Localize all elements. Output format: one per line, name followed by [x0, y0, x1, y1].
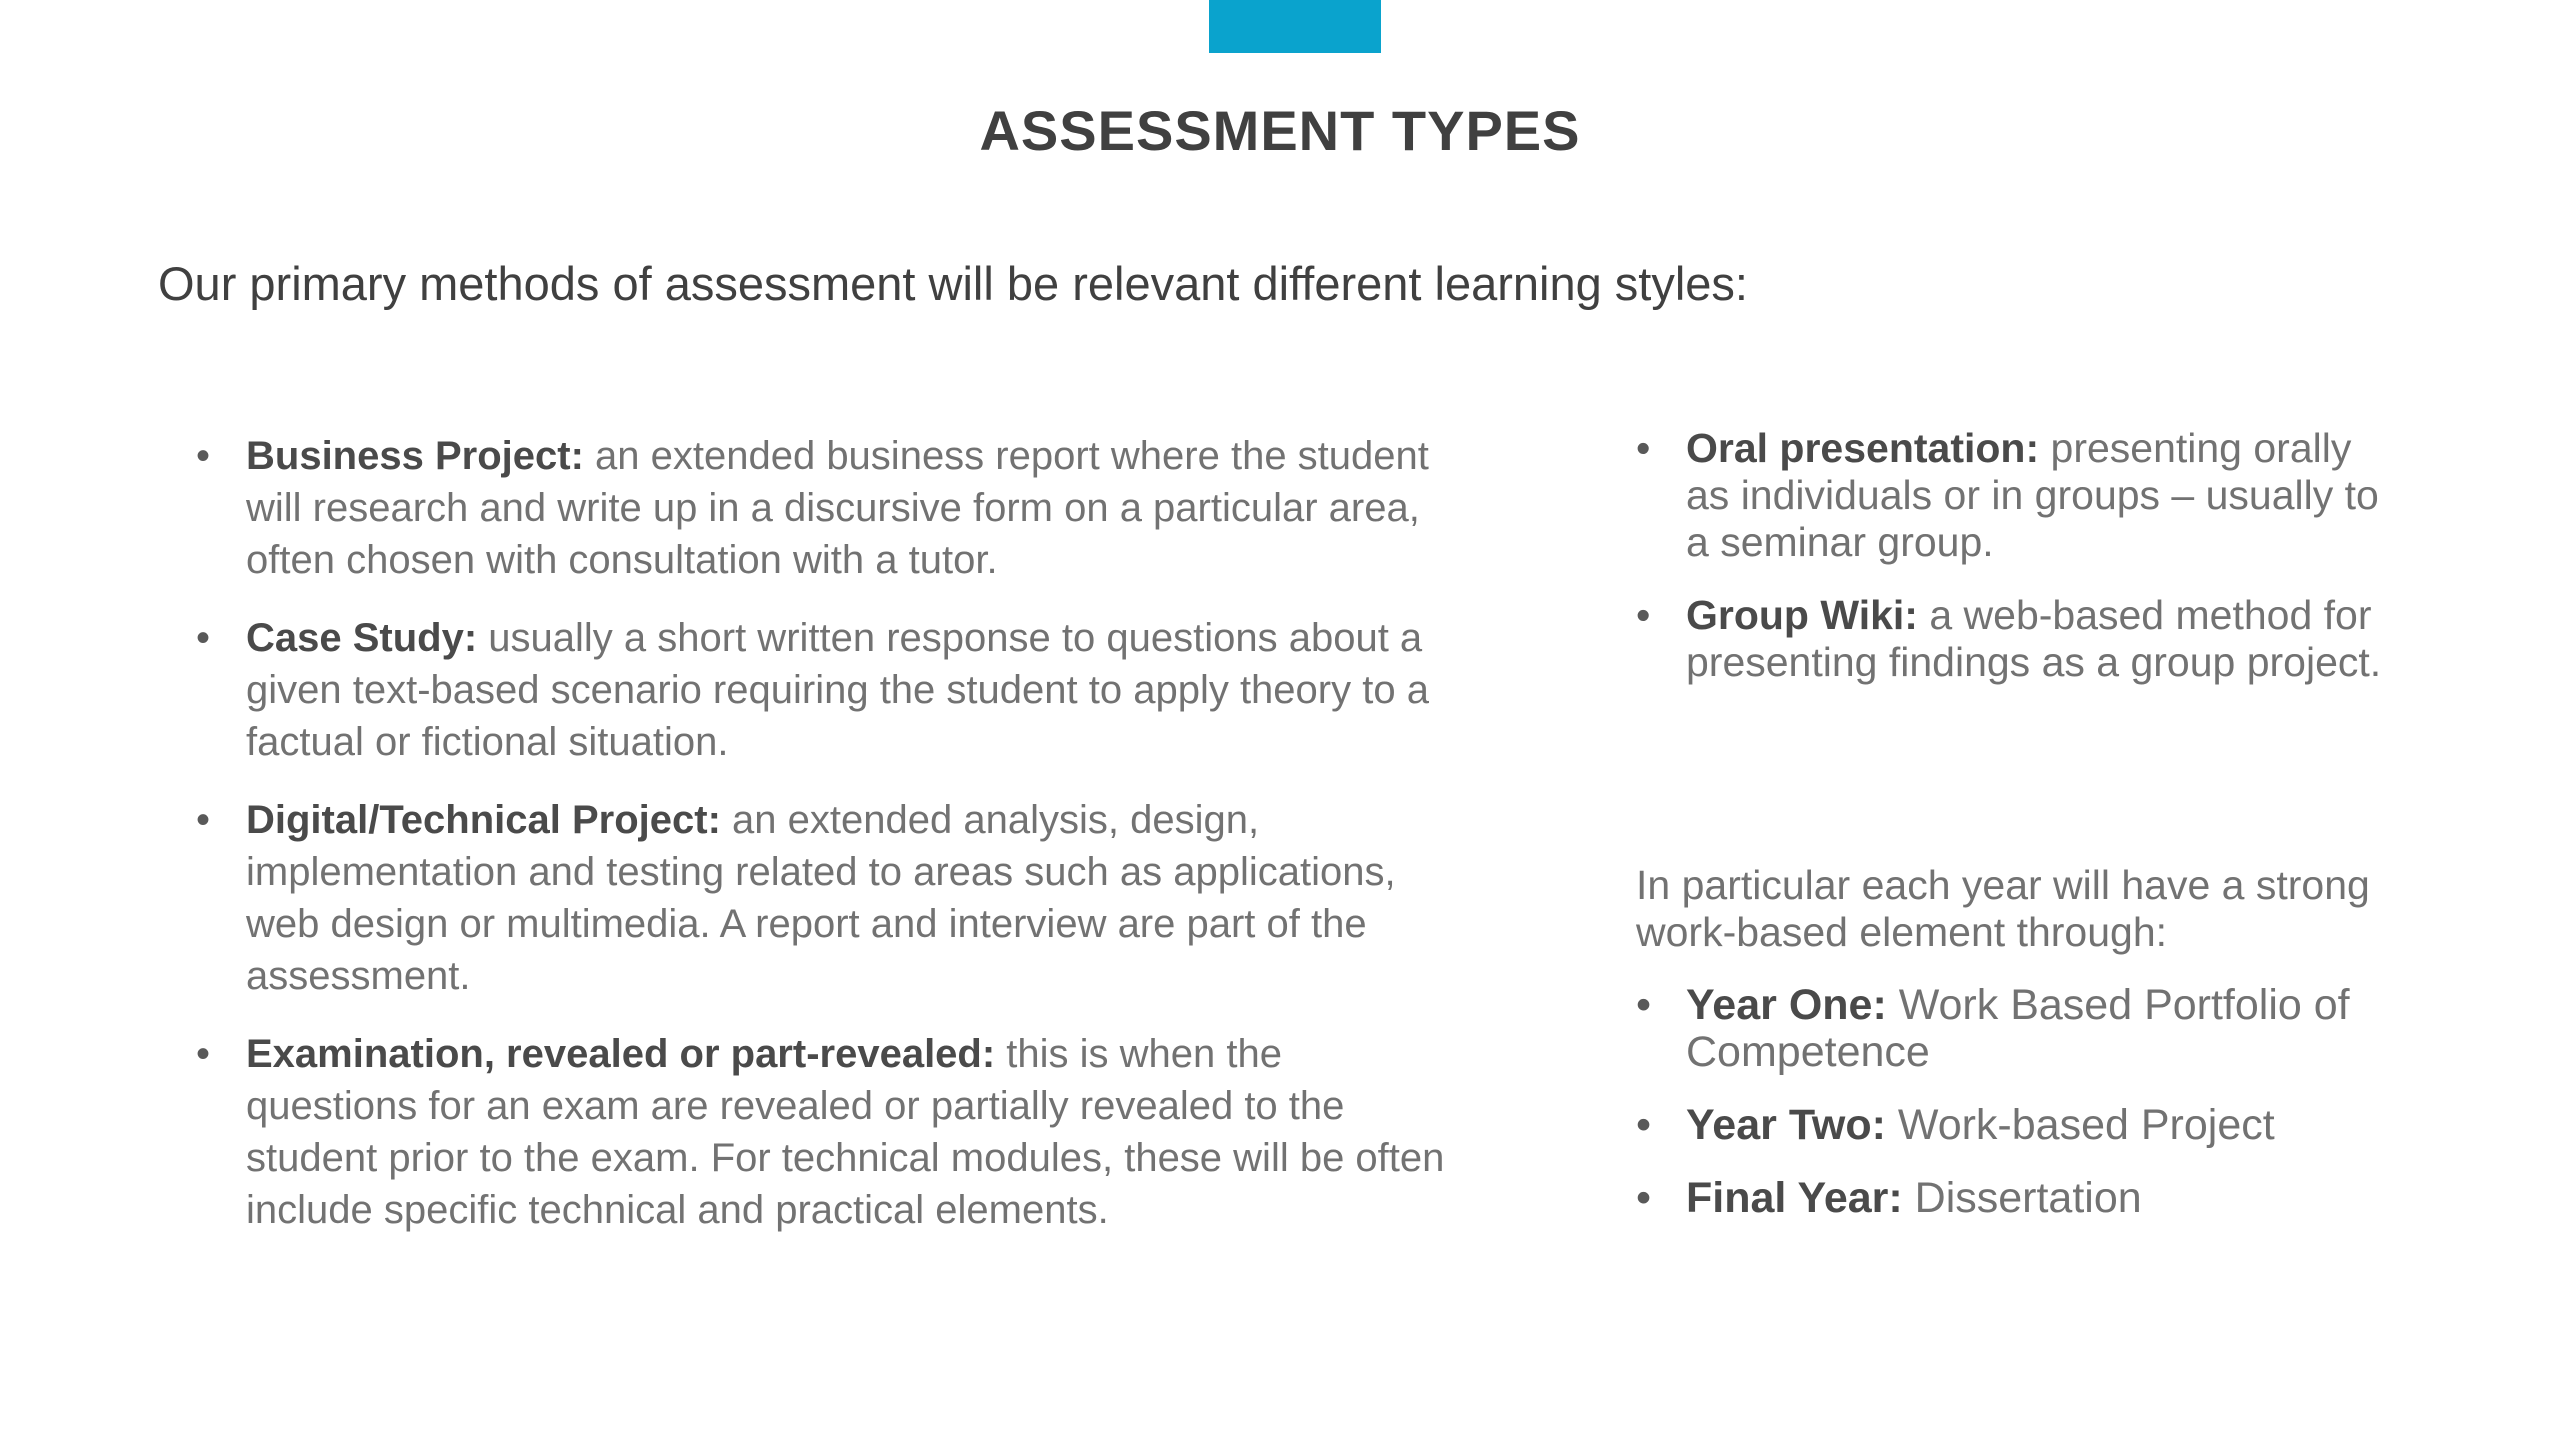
item-text: an extended analysis, design, implementation and testing related to areas such as applications, web design or multimedia. A report and interview are part of the assessment. [246, 798, 1396, 998]
assessment-list-left [196, 430, 1456, 1262]
list-item-final-year [1636, 1175, 2406, 1222]
item-term: Business Project: [246, 434, 584, 478]
list-item-examination [196, 1028, 1456, 1236]
slide-intro: Our primary methods of assessment will be relevant different learning styles: [158, 257, 1748, 310]
list-item-year-one [1636, 982, 2406, 1076]
bullet-icon: • [196, 1032, 211, 1076]
item-text: Work Based Portfolio of Competence [1686, 981, 2350, 1076]
assessment-list-right [1636, 425, 2406, 712]
bullet-icon: • [1636, 592, 1651, 638]
item-text: presenting orally as individuals or in groups – usually to a seminar group. [1686, 425, 2379, 565]
item-text: usually a short written response to questions about a given text-based scenario requiring the student to apply theory to a factual or fictional situation. [246, 616, 1429, 764]
list-item-digital-technical-project [196, 794, 1456, 1002]
item-term: Case Study: [246, 616, 478, 660]
list-item-year-two [1636, 1102, 2406, 1149]
title-accent-bar [1209, 0, 1381, 53]
bullet-icon: • [196, 434, 211, 478]
bullet-icon: • [1636, 425, 1651, 471]
list-item-business-project [196, 430, 1456, 586]
item-term: Digital/Technical Project: [246, 798, 721, 842]
item-term: Final Year: [1686, 1174, 1903, 1222]
work-based-list [1636, 982, 2406, 1248]
item-text: this is when the questions for an exam are revealed or partially revealed to the student prior to the exam. For technical modules, these will be often include specific technical and practical elements. [246, 1032, 1445, 1232]
bullet-icon: • [196, 798, 211, 842]
item-term: Year Two: [1686, 1101, 1886, 1149]
list-item-oral-presentation [1636, 425, 2406, 566]
bullet-icon: • [1636, 1174, 1652, 1222]
item-term: Oral presentation: [1686, 425, 2040, 471]
item-text: an extended business report where the student will research and write up in a discursive form on a particular area, often chosen with consultation with a tutor. [246, 434, 1429, 582]
item-term: Group Wiki: [1686, 592, 1918, 638]
item-text: a web-based method for presenting findings as a group project. [1686, 592, 2382, 685]
item-text: Dissertation [1902, 1174, 2142, 1222]
item-term: Year One: [1686, 981, 1887, 1029]
item-term: Examination, revealed or part-revealed: [246, 1032, 996, 1076]
list-item-case-study [196, 612, 1456, 768]
bullet-icon: • [1636, 1101, 1652, 1149]
work-based-intro: In particular each year will have a strong work-based element through: [1636, 862, 2370, 955]
bullet-icon: • [1636, 981, 1652, 1029]
list-item-group-wiki [1636, 592, 2406, 686]
item-text: Work-based Project [1885, 1101, 2275, 1149]
slide-title: ASSESSMENT TYPES [979, 99, 1581, 162]
bullet-icon: • [196, 616, 211, 660]
